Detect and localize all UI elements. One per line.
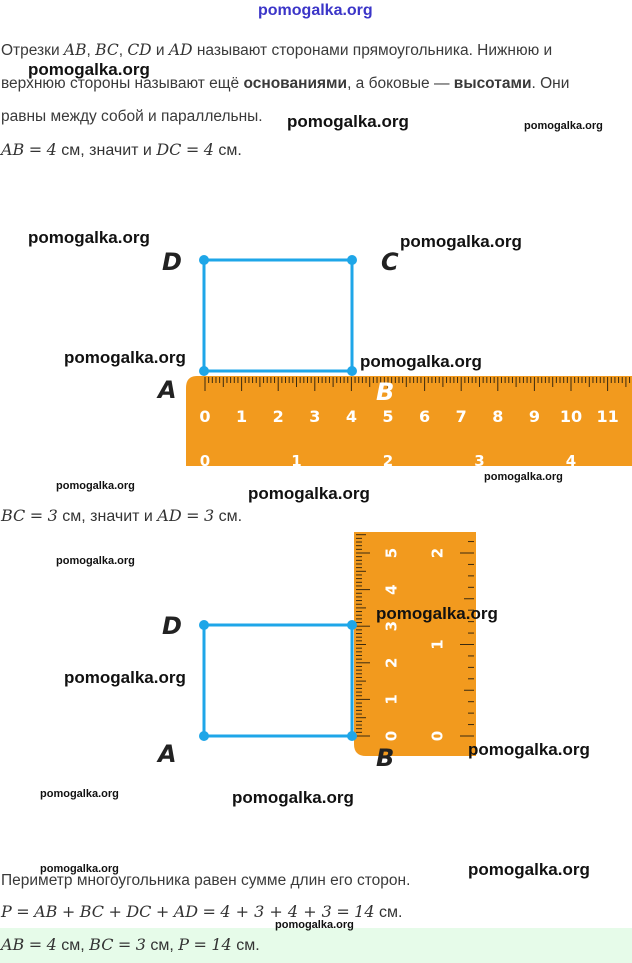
ruler-top-label: 9 (528, 407, 540, 426)
vertex-c-2 (347, 620, 357, 630)
ruler-right-label: 1 (428, 639, 447, 650)
watermark: pomogalka.org (275, 919, 354, 931)
intro-line-1: Отрезки AB, BC, CD и AD называют сторонами прямоугольника. Нижнюю и (1, 41, 553, 59)
ruler-left-label: 1 (382, 694, 401, 705)
watermark: pomogalka.org (468, 740, 590, 759)
ruler-right-label: 0 (428, 730, 447, 742)
label-d-2: D (162, 612, 182, 640)
watermark: pomogalka.org (56, 480, 135, 492)
intro-line-2: верхнюю стороны называют ещё основаниями, а боковые — высотами. Они (1, 75, 570, 92)
watermark: pomogalka.org (360, 352, 482, 371)
watermark: pomogalka.org (400, 232, 522, 251)
ruler-top-label: 0 (199, 407, 211, 426)
perimeter-definition: Периметр многоугольника равен сумме длин его сторон. (1, 872, 411, 889)
ruler-bottom-label: 2 (382, 452, 394, 470)
ruler-top-label: 8 (492, 407, 504, 426)
ruler-bottom-label: 0 (199, 452, 211, 470)
ruler-top-label: 6 (419, 407, 431, 426)
ruler-left-label: 3 (382, 620, 401, 632)
equation-bc-ad: BC = 3 см, значит и AD = 3 см. (1, 506, 243, 525)
equation-ab-dc: AB = 4 см, значит и DC = 4 см. (1, 140, 242, 159)
label-a: A (158, 376, 177, 404)
ruler-left-label: 5 (382, 547, 401, 559)
vertex-a (199, 366, 209, 376)
ruler-top-label: 4 (345, 407, 357, 426)
watermark: pomogalka.org (248, 484, 370, 503)
ruler-top-label: 3 (309, 407, 321, 426)
watermark: pomogalka.org (287, 112, 409, 131)
rectangle-abcd (204, 260, 352, 371)
ruler-top-label: 2 (272, 407, 284, 426)
watermark: pomogalka.org (28, 60, 150, 79)
ruler-bottom-label: 4 (565, 452, 577, 470)
ruler-left-label: 2 (382, 657, 401, 669)
label-b: B (376, 378, 395, 406)
watermark: pomogalka.org (376, 604, 498, 623)
watermark: pomogalka.org (40, 863, 119, 875)
ruler-top-label: 11 (596, 407, 619, 426)
watermark: pomogalka.org (468, 860, 590, 879)
vertex-a-2 (199, 731, 209, 741)
watermark: pomogalka.org (28, 228, 150, 247)
vertical-ruler (354, 532, 476, 756)
perimeter-formula: P = AB + BC + DC + AD = 4 + 3 + 4 + 3 = 14 см. (1, 902, 403, 921)
label-c: C (381, 248, 399, 276)
label-a-2: A (158, 740, 177, 768)
ruler-top-label: 7 (455, 407, 467, 426)
vertex-b-2 (347, 731, 357, 741)
ruler-top-label: 5 (382, 407, 394, 426)
watermark: pomogalka.org (56, 555, 135, 567)
watermark: pomogalka.org (484, 471, 563, 483)
ruler-bottom-label: 1 (291, 452, 302, 470)
rectangle-abcd-2 (204, 625, 352, 736)
vertex-d (199, 255, 209, 265)
label-d: D (162, 248, 182, 276)
ruler-bottom-label: 3 (474, 452, 485, 470)
watermark: pomogalka.org (40, 788, 119, 800)
ruler-top-label: 10 (559, 407, 583, 426)
vertex-d-2 (199, 620, 209, 630)
intro-line-3: равны между собой и параллельны. (1, 108, 263, 125)
vertex-b (347, 366, 357, 376)
watermark: pomogalka.org (64, 348, 186, 367)
watermark: pomogalka.org (64, 668, 186, 687)
vertex-c (347, 255, 357, 265)
ruler-top-label: 1 (236, 407, 248, 426)
watermark: pomogalka.org (232, 788, 354, 807)
answer-line: AB = 4 см, BC = 3 см, P = 14 см. (0, 928, 632, 963)
ruler-right-label: 2 (428, 547, 447, 559)
site-link[interactable]: pomogalka.org (258, 2, 373, 19)
watermark: pomogalka.org (524, 120, 603, 132)
label-b-2: B (376, 744, 395, 772)
ruler-left-label: 0 (382, 730, 401, 742)
ruler-left-label: 4 (382, 584, 401, 595)
